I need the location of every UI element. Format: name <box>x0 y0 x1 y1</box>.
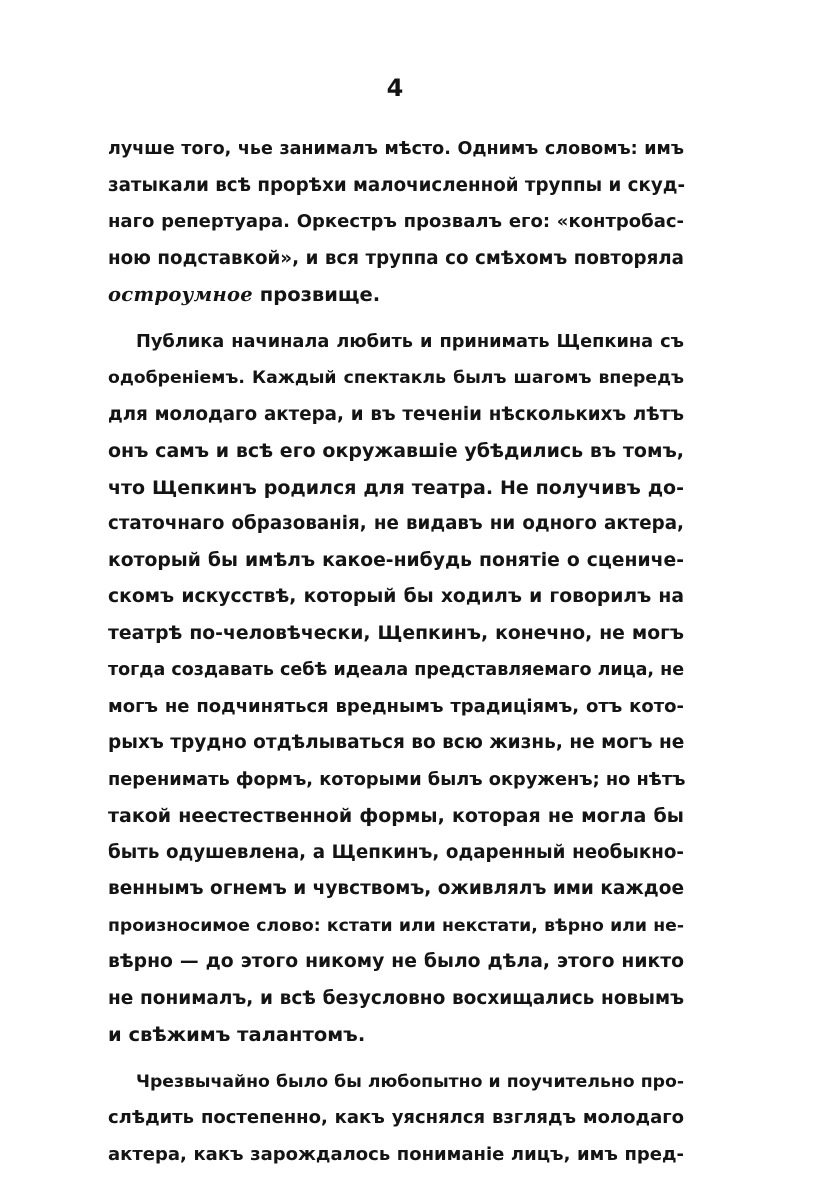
paragraph-3 <box>108 1064 684 1174</box>
text-line: наго репертуара. Оркестръ прозвалъ его: «контробас- <box>108 211 684 232</box>
paragraph-1 <box>108 131 684 314</box>
text-line: театрѣ по-человѣчески, Щепкинъ, конечно, не могъ <box>108 622 684 644</box>
text-line: перенимать формъ, которыми былъ окруженъ; но нѣтъ <box>108 769 686 790</box>
text-line: лучше того, чье занималъ мѣсто. Однимъ словомъ: имъ <box>108 139 684 159</box>
text-line: затыкали всѣ прорѣхи малочисленной труппы и скуд- <box>108 174 686 196</box>
text-line: произносимое слово: кстати или некстати, вѣрно или не- <box>108 915 684 936</box>
page-number: 4 <box>386 74 404 102</box>
text-line: ною подставкой», и вся труппа со смѣхомъ повторяла <box>108 247 684 269</box>
text-line: что Щепкинъ родился для театра. Не получивъ до- <box>108 476 684 499</box>
text-line: для молодаго актера, и въ теченіи нѣсколькихъ лѣтъ <box>108 403 684 425</box>
text-line: скомъ искусствѣ, который бы ходилъ и говорилъ на <box>108 586 684 607</box>
text-line <box>108 277 684 314</box>
text-line: тогда создавать себѣ идеала представляемаго лица, не <box>108 660 685 680</box>
text-line: Чрезвычайно было бы любопытно и поучительно про- <box>136 1071 684 1092</box>
text-line: одобреніемъ. Каждый спектакль былъ шагомъ впередъ <box>108 368 684 388</box>
text-line: такой неестественной формы, которая не могла бы <box>108 805 684 827</box>
emphasized-word: остроумное <box>108 283 253 306</box>
text-line: веннымъ огнемъ и чувствомъ, оживлялъ ими каждое <box>108 878 684 899</box>
paragraph-2 <box>108 324 684 1054</box>
text-line: слѣдить постепенно, какъ уяснялся взглядъ молодаго <box>108 1107 684 1128</box>
body-text <box>108 131 684 1173</box>
text-line: и свѣжимъ талантомъ. <box>108 1023 366 1046</box>
text-line: быть одушевлена, а Щепкинъ, одаренный необыкно- <box>108 841 684 863</box>
text-line: актера, какъ зарождалось пониманіе лицъ, имъ пред- <box>108 1143 684 1165</box>
text-line: могъ не подчиняться вреднымъ традиціямъ, отъ кото- <box>108 695 684 717</box>
text-line: онъ самъ и всѣ его окружавшіе убѣдились въ томъ, <box>108 440 684 462</box>
text-line: статочнаго образованія, не видавъ ни одного актера, <box>108 513 684 534</box>
text-line: вѣрно — до этого никому не было дѣла, этого никто <box>108 951 684 972</box>
text-line: который бы имѣлъ какое-нибудь понятіе о сцениче- <box>108 549 684 571</box>
text-line: Публика начинала любить и принимать Щепкина съ <box>136 331 684 352</box>
text-line: не понималъ, и всѣ безусловно восхищались новымъ <box>108 987 684 1009</box>
text-fragment: прозвище. <box>252 283 381 306</box>
text-line: рыхъ трудно отдѣлываться во всю жизнь, не могъ не <box>108 732 685 753</box>
